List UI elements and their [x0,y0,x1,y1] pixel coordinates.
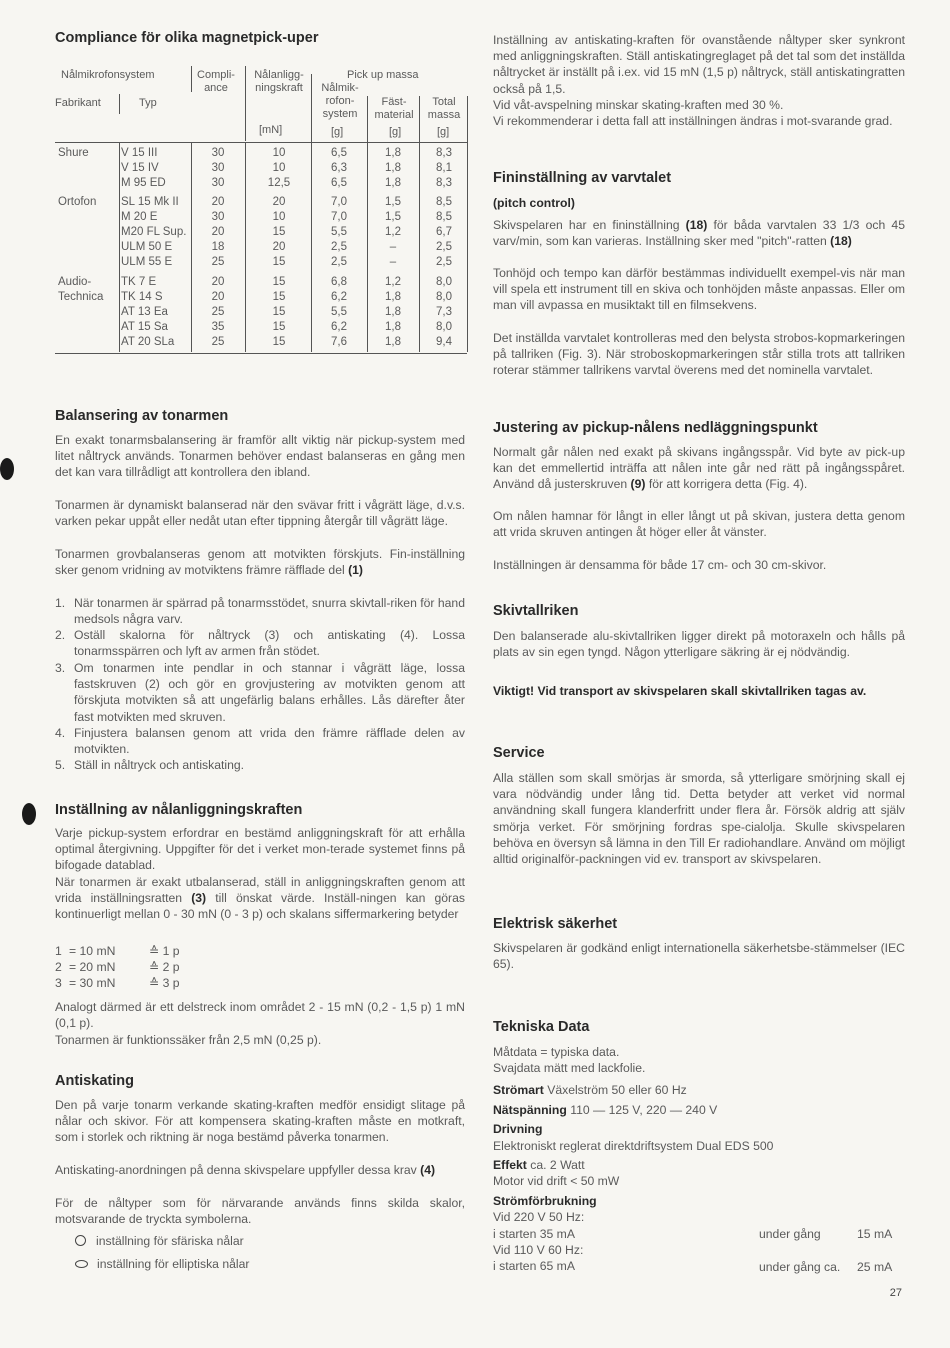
table-cell-n: 15 [272,321,286,333]
table-divider [467,142,468,352]
balans-step-4 [55,725,465,759]
scale-p: ≙ 2 p [149,960,180,974]
table-cell-n: 12,5 [267,177,291,189]
start65-row: i starten 65 mA [493,1259,575,1273]
table-cell-c: 20 [211,226,225,238]
tekniska-title: Tekniska Data [493,1019,590,1035]
table-cell-typ: TK 7 E [121,276,157,288]
table-cell-n: 15 [272,291,286,303]
table-cell-typ: ULM 50 E [121,241,173,253]
table-cell-c: 30 [211,162,225,174]
table-cell-c: 25 [211,336,225,348]
table-cell-fab: Ortofon [58,196,97,208]
nalanligg-p4: Tonarmen är funktionssäker från 2,5 mN (0,25 p). [55,1033,322,1047]
table-cell-typ: ULM 55 E [121,256,173,268]
undergang25-label: under gång ca. [759,1260,841,1274]
nalanligg-p2-a: När tonarmen är exakt utbalanserad, ställ in anliggningskraften genom att vrida inställningsratten [55,875,465,906]
table-cell-f: 1,8 [385,147,401,159]
punch-hole-bottom [22,803,36,825]
table-cell-f: 1,2 [385,276,401,288]
table-cell-f: 1,5 [385,211,401,223]
header-system: Nålmikrofonsystem [61,69,155,81]
compliance-title: Compliance för olika magnetpick-uper [55,30,319,46]
skivtallriken-p1: Den balanserade alu-skivtallriken ligger direkt på motoraxeln och hålls på plats av sin egen tyngd. Någon ytterligare säkring är ej nödvändig. [493,629,905,660]
elektrisk-p1: Skivspelaren är godkänd enligt internationella säkerhetsbe-stämmelser (IEC 65). [493,941,905,972]
table-cell-m: 5,5 [331,226,347,238]
balans-p3-ref: (1) [348,563,363,578]
strf-label: Strömförbrukning [493,1194,597,1208]
skivtallriken-title: Skivtallriken [493,603,579,619]
table-divider [311,74,312,144]
antiskating-p2 [55,1162,465,1178]
nalanligg-p3: Analogt därmed är ett delstreck inom området 2 - 15 mN (0,2 - 1,5 p) 1 mN (0,1 p). [55,1000,465,1031]
step-number: 4. [55,726,66,740]
table-cell-t: 7,3 [436,306,452,318]
table-cell-n: 10 [272,147,286,159]
table-cell-m: 6,2 [331,321,347,333]
strom-label: Strömart [493,1083,544,1097]
table-cell-c: 20 [211,196,225,208]
skivtallriken-warning: Viktigt! Vid transport av skivspelaren skall skivtallriken tagas av. [493,684,867,698]
table-cell-m: 7,0 [331,196,347,208]
table-divider [191,66,192,92]
scale-row [55,976,180,990]
table-cell-t: 8,1 [436,162,452,174]
step-text: Oställ skalorna för nåltryck (3) och antiskating (4). Lossa tonarmsspärren och lyft av armen från stödet. [74,628,465,659]
table-cell-n: 15 [272,256,286,268]
table-cell-m: 2,5 [331,256,347,268]
natsp-row [493,1102,717,1118]
page-number: 27 [889,1287,902,1299]
option-spherical [75,1234,244,1248]
table-cell-n: 15 [272,306,286,318]
balans-step-1 [55,595,465,629]
effekt-value: ca. 2 Watt [530,1158,585,1172]
table-cell-f: 1,8 [385,177,401,189]
step-text: Finjustera balansen genom att vrida den främre räfflade delen av motvikten. [74,726,465,757]
header-fastmaterial: Fäst-material [374,96,414,121]
table-cell-f: 1,8 [385,162,401,174]
varvtal-p1-c: för båda varvtalen 33 1/3 och 45 varv/min, som kan varieras. Inställning sker med "pitch"-ratten [493,218,905,249]
balans-p1: En exakt tonarmsbalansering är framför allt viktig när pickup-system med litet nåltryck används. Tonarmen behöver endast balanseras en gång men det kan vara tillrådligt att kontrollera den ibland. [55,433,465,480]
table-divider [367,96,368,142]
table-divider [311,142,312,352]
varvtal-subtitle: (pitch control) [493,196,575,210]
table-cell-m: 7,6 [331,336,347,348]
driv-label: Drivning [493,1122,543,1136]
elektrisk-title: Elektrisk säkerhet [493,916,618,932]
strom-value: Växelström 50 eller 60 Hz [547,1083,687,1097]
justering-p2: Om nålen hamnar för långt in eller långt ut på skivan, justera detta genom att vrida skruven antingen åt höger eller åt vänster. [493,509,905,540]
header-nalmikrofonsystem: Nålmik-rofon-system [321,82,359,120]
antiskating-title: Antiskating [55,1073,134,1089]
justering-p3: Inställningen är densamma för både 17 cm- och 30 cm-skivor. [493,558,827,572]
driv-value-row: Elektroniskt reglerat direktdriftsystem Dual EDS 500 [493,1139,774,1153]
scale-mn: = 10 mN [69,944,116,958]
option-spherical-label: inställning för sfäriska nålar [96,1234,244,1248]
table-divider [245,66,246,141]
undergang25-value: 25 mA [857,1260,893,1274]
balans-step-2 [55,627,465,661]
table-cell-n: 15 [272,276,286,288]
table-cell-c: 30 [211,147,225,159]
table-cell-typ: V 15 III [121,147,158,159]
justering-p1 [493,444,905,493]
table-cell-typ: TK 14 S [121,291,163,303]
table-cell-typ: V 15 IV [121,162,159,174]
header-nalanligg: Nålanligg-ningskraft [254,69,304,94]
table-cell-f: 1,8 [385,321,401,333]
driv-label-row [493,1121,542,1137]
table-cell-m: 2,5 [331,241,347,253]
table-cell-f: 1,8 [385,291,401,303]
antiskating-p3: För de nåltyper som för närvarande används finns skilda skalor, motsvarande de tryckta symbolerna. [55,1196,465,1227]
varvtal-p1-ref: (18) [685,218,708,232]
varvtal-p2: Tonhöjd och tempo kan därför bestämmas individuellt exempel-vis när man vill spela ett instrument till en skiva och tonhöjden måste anpassas. Eller om man vill avpassa en musiktakt till en filmsekvens. [493,266,905,313]
table-cell-typ: AT 20 SLa [121,336,175,348]
scale-digit: 1 [55,944,62,958]
table-cell-typ: M 20 E [121,211,158,223]
punch-hole-top [0,458,14,480]
table-divider [419,142,420,352]
table-cell-c: 30 [211,177,225,189]
table-cell-c: 25 [211,306,225,318]
compliance-table [55,66,467,356]
table-cell-m: 7,0 [331,211,347,223]
strf-row [493,1193,597,1209]
service-p1: Alla ställen som skall smörjas är smorda, så ytterligare smörjning skall ej vara nödvändig under lång tid. Detta betyder att verket vid normal användning skall fungera klanderfritt under flera år. Försök aldrig att själv smörja verket. För smörjning fordras spe-cialolja. Skulle skivspelaren behöva en översyn så lämna in den Till Er radiohandlare. Använd om möjligt alltid originalför-packningen vid ev. transport av skivspelaren. [493,771,905,867]
table-cell-fab: Shure [58,147,89,159]
scale-p: ≙ 1 p [149,944,180,958]
antiskating-p2-ref: (4) [420,1163,436,1177]
header-total: Total massa [427,96,461,121]
table-divider [119,142,120,352]
varvtal-p1 [493,217,905,249]
table-cell-n: 20 [272,241,286,253]
balans-p2: Tonarmen är dynamiskt balanserad när den svävar fritt i vågrätt läge, d.v.s. varken pekar uppåt eller nedåt utan efter tippning återgår till vågrätt läge. [55,498,465,529]
header-typ: Typ [139,97,157,109]
table-cell-c: 20 [211,291,225,303]
option-elliptical [75,1257,249,1271]
motor-row: Motor vid drift < 50 mW [493,1174,620,1188]
table-cell-m: 6,5 [331,147,347,159]
table-cell-f: 1,2 [385,226,401,238]
justering-title: Justering av pickup-nålens nedläggningspunkt [493,420,818,436]
table-cell-t: 2,5 [436,241,452,253]
table-cell-fab: Technica [58,291,104,303]
table-divider [245,142,246,352]
natsp-label: Nätspänning [493,1103,567,1117]
tekniska-line-2: Svajdata mätt med lackfolie. [493,1061,646,1075]
table-cell-n: 15 [272,336,286,348]
table-cell-c: 35 [211,321,225,333]
table-cell-m: 6,5 [331,177,347,189]
scale-digit: 2 [55,960,62,974]
header-unit-g-total: [g] [437,126,450,138]
table-cell-t: 8,5 [436,211,452,223]
scale-row [55,944,180,958]
table-cell-t: 8,3 [436,177,452,189]
table-cell-fab: Audio- [58,276,92,288]
header-unit-g-system: [g] [331,126,344,138]
step-text: Om tonarmen inte pendlar in och stannar i vågrätt läge, lossa fastskruven (2) och gör en grovjustering av motvikten genom att förskjuta motvikten så att ungefärlig balans erhålles. Lås därefter åter fast motvikten med skruven. [74,661,465,724]
strom-row [493,1082,687,1098]
table-cell-f: 1,8 [385,306,401,318]
nalanligg-title: Inställning av nålanliggningskraften [55,802,303,818]
header-unit-mn: [mN] [259,124,283,136]
table-cell-typ: AT 15 Sa [121,321,168,333]
tekniska-line-1: Måtdata = typiska data. [493,1045,620,1059]
varvtal-p1-ref2: (18) [830,234,852,249]
justering-p1-c: för att korrigera detta (Fig. 4). [645,477,808,492]
header-fabrikant: Fabrikant [55,97,101,109]
header-compliance: Compli-ance [197,69,235,94]
nalanligg-p1: Varje pickup-system erfordrar en bestämd anliggningskraft för att erhålla optimal återgivning. Uppgifter för det i verket mon-terade systemet finns på bifogade datablad. [55,826,465,873]
table-divider [467,96,468,142]
balans-step-5 [55,757,465,775]
varvtal-p1-a: Skivspelaren har en fininställning [493,218,686,232]
varvtal-p3: Det inställda varvtalet kontrolleras med den belysta strobos-kopmarkeringen på tallriken (Fig. 3). När stroboskopmarkeringen står stilla trots att tallriken roterar stämmer tallrikens varvtal överens med det nominella varvtalet. [493,331,905,378]
table-cell-f: 1,5 [385,196,401,208]
table-divider [191,142,192,352]
table-cell-typ: SL 15 Mk II [121,196,179,208]
table-cell-t: 8,0 [436,291,452,303]
table-bottom-rule [55,353,467,354]
table-divider [367,142,368,352]
table-cell-n: 20 [272,196,286,208]
table-cell-t: 8,0 [436,321,452,333]
service-title: Service [493,745,545,761]
table-cell-f: – [389,241,397,253]
table-divider [419,96,420,142]
table-cell-c: 20 [211,276,225,288]
table-cell-f: – [389,256,397,268]
varvtal-title: Fininställning av varvtalet [493,170,672,186]
ellipse-icon [75,1260,88,1268]
table-cell-c: 25 [211,256,225,268]
table-divider [119,94,120,114]
table-cell-t: 6,7 [436,226,452,238]
antiskating-continued-p1: Inställning av antiskating-kraften för ovanstående nåltyper sker synkront med anliggningskraften. Ställ antiskatingreglaget på det tal som det inställda nåltrycket är inställt på i.ex. vid 15 mN (1,5 p) nåltryck, ställ antiskatingratten också på 1,5. [493,33,905,96]
v110-row: Vid 110 V 60 Hz: [493,1243,584,1257]
balans-p3-text: Tonarmen grovbalanseras genom att motvikten förskjuts. Fin-inställning sker genom vridning av motviktens främre räfflade del [55,547,465,578]
table-header-rule [55,142,467,143]
nalanligg-p2 [55,874,465,923]
antiskating-continued-p2: Vid våt-avspelning minskar skating-kraften med 30 %. [493,98,784,112]
header-unit-g-fast: [g] [389,126,402,138]
table-cell-t: 9,4 [436,336,452,348]
table-cell-m: 6,2 [331,291,347,303]
justering-p1-a: Normalt går nålen ned exakt på skivans ingångsspår. Vid byte av pick-up kan det emmellertid inträffa att nålen inte går ned rätt på ingångsspåret. Använd då justerskruven [493,445,905,492]
table-cell-t: 8,3 [436,147,452,159]
scale-digit: 3 [55,976,62,990]
balans-p3 [55,546,465,578]
table-cell-typ: AT 13 Ea [121,306,168,318]
nalanligg-p2-ref: (3) [191,891,207,906]
nalanligg-p2-c: till önskat värde. Inställ-ningen kan göras kontinuerligt mellan 0 - 30 mN (0 - 3 p) och skalans siffermarkering betyder [55,891,465,922]
effekt-row [493,1157,585,1173]
table-cell-m: 6,3 [331,162,347,174]
undergang15-value: 15 mA [857,1227,893,1241]
table-cell-c: 18 [211,241,225,253]
step-number: 5. [55,758,66,772]
balans-step-3 [55,660,465,726]
table-cell-n: 10 [272,162,286,174]
step-text: Ställ in nåltryck och antiskating. [74,758,245,772]
table-cell-typ: M20 FL Sup. [121,226,187,238]
scale-mn: = 20 mN [69,960,116,974]
table-cell-t: 2,5 [436,256,452,268]
step-number: 3. [55,661,66,675]
step-number: 1. [55,596,66,610]
antiskating-p2-text: Antiskating-anordningen på denna skivspelare uppfyller dessa krav [55,1163,421,1177]
effekt-label: Effekt [493,1158,527,1172]
scale-row [55,960,180,974]
table-cell-c: 30 [211,211,225,223]
v220-row: Vid 220 V 50 Hz: [493,1210,585,1224]
scale-mn: = 30 mN [69,976,116,990]
antiskating-p1: Den på varje tonarm verkande skating-kraften medför ensidigt slitage på nålar och skivor. För att kompensera skating-kraften måste en motkraft, som i storlek och riktning är noga bestämd påverka tonarmen. [55,1098,465,1145]
circle-icon [75,1235,86,1246]
undergang15-label: under gång [759,1227,821,1241]
header-pickup-massa: Pick up massa [347,69,419,81]
table-cell-f: 1,8 [385,336,401,348]
table-cell-n: 10 [272,211,286,223]
table-cell-t: 8,0 [436,276,452,288]
table-cell-t: 8,5 [436,196,452,208]
table-cell-m: 5,5 [331,306,347,318]
balans-title: Balansering av tonarmen [55,408,229,424]
antiskating-continued-p3: Vi rekommenderar i detta fall att inställningen ändras i mot-svarande grad. [493,114,893,128]
option-elliptical-label: inställning för elliptiska nålar [97,1257,250,1271]
step-number: 2. [55,628,66,642]
scale-p: ≙ 3 p [149,976,180,990]
start35-row: i starten 35 mA [493,1227,575,1241]
justering-p1-ref: (9) [630,477,646,492]
natsp-value: 110 — 125 V, 220 — 240 V [570,1103,718,1117]
step-text: När tonarmen är spärrad på tonarmsstödet, snurra skivtall-riken för hand medsols några varv. [74,596,465,627]
table-cell-m: 6,8 [331,276,347,288]
table-cell-typ: M 95 ED [121,177,166,189]
table-cell-n: 15 [272,226,286,238]
